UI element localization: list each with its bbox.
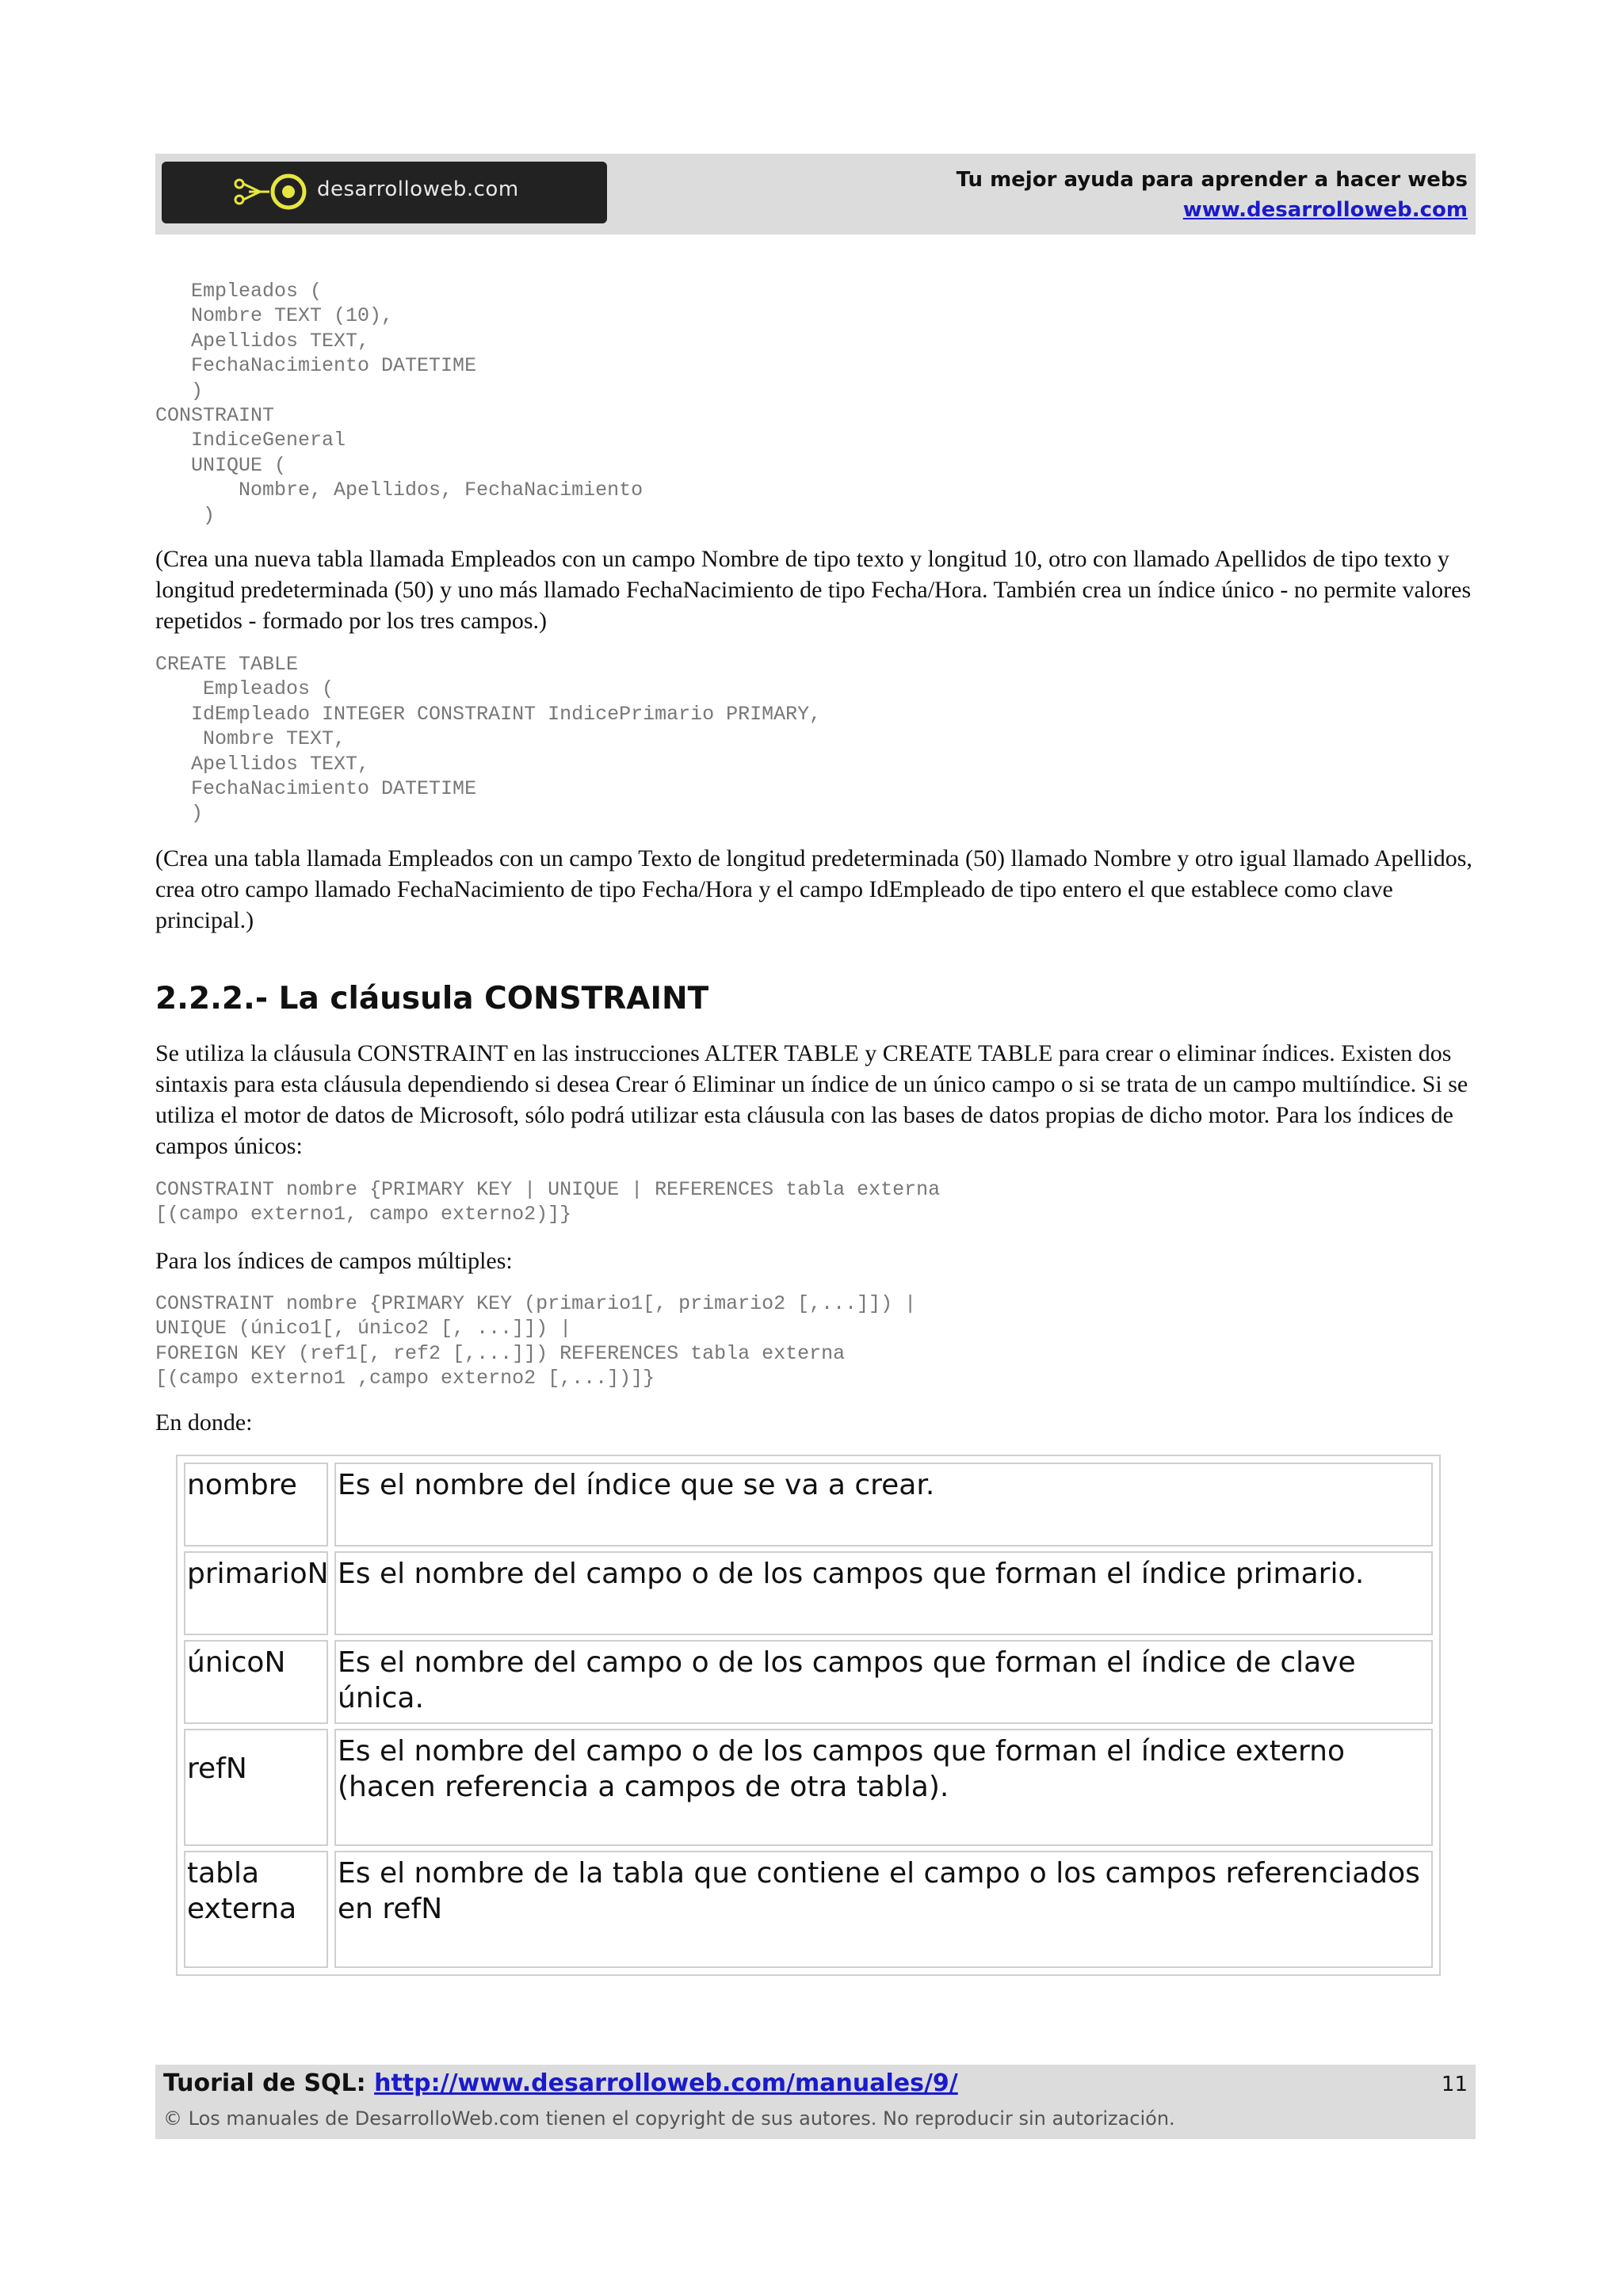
- footer-title-prefix: Tuorial de SQL:: [163, 2069, 375, 2097]
- page-number: 11: [1441, 2073, 1468, 2096]
- desc-cell: Es el nombre del índice que se va a crear.: [334, 1463, 1433, 1547]
- site-link[interactable]: www.desarrolloweb.com: [1182, 198, 1468, 222]
- footer-copyright: © Los manuales de DesarrolloWeb.com tienen el copyright de sus autores. No reproducir sin autorización.: [163, 2107, 1175, 2130]
- logo-mark-icon: [233, 173, 312, 212]
- paragraph-explanation-1: (Crea una nueva tabla llamada Empleados con un campo Nombre de tipo texto y longitud 10, otro con llamado Apellidos de tipo texto y longitud predeterminada (50) y uno más llamado FechaNacimiento de tipo Fecha/Hora. También crea un índice único - no permite valores repetidos - formado por los tres campos.): [155, 546, 1472, 634]
- tagline-text: Tu mejor ayuda para aprender a hacer webs: [956, 168, 1468, 192]
- paragraph-explanation-2: (Crea una tabla llamada Empleados con un campo Texto de longitud predeterminada (50) llamado Nombre y otro igual llamado Apellidos, crea otro campo llamado FechaNacimiento de tipo Fecha/Hora y el campo IdEmpleado de tipo entero el que establece como clave principal.): [155, 845, 1472, 933]
- code-block-create-table: CREATE TABLE Empleados ( IdEmpleado INTEGER CONSTRAINT IndicePrimario PRIMARY, Nombre TEXT, Apellidos TEXT, FechaNacimiento DATETIME ): [155, 653, 822, 826]
- site-logo[interactable]: [162, 162, 607, 223]
- footer-title: [163, 2069, 958, 2097]
- page-footer: [155, 2065, 1476, 2139]
- paragraph-multiple: Para los índices de campos múltiples:: [155, 1248, 513, 1274]
- desc-cell: Es el nombre de la tabla que contiene el campo o los campos referenciados en refN: [334, 1851, 1433, 1968]
- term-cell: tabla externa: [184, 1851, 328, 1968]
- term-cell: refN: [184, 1729, 328, 1846]
- paragraph-intro: Se utiliza la cláusula CONSTRAINT en las instrucciones ALTER TABLE y CREATE TABLE para crear o eliminar índices. Existen dos sintaxis para esta cláusula dependiendo si desea Crear ó Eliminar un índice de un único campo o si se trata de un campo multiíndice. Si se utiliza el motor de datos de Microsoft, sólo podrá utilizar esta cláusula con las bases de datos propias de dicho motor. Para los índices de campos únicos:: [155, 1040, 1468, 1159]
- code-block-syntax-single: CONSTRAINT nombre {PRIMARY KEY | UNIQUE | REFERENCES tabla externa [(campo externo1, campo externo2)]}: [155, 1178, 941, 1226]
- term-cell: nombre: [184, 1463, 328, 1547]
- code-block-create-index: Empleados ( Nombre TEXT (10), Apellidos TEXT, FechaNacimiento DATETIME ) CONSTRAINT IndiceGeneral UNIQUE ( Nombre, Apellidos, FechaNacimiento ): [155, 280, 643, 527]
- desc-cell: Es el nombre del campo o de los campos que forman el índice primario.: [334, 1551, 1433, 1635]
- header-tagline: [957, 165, 1468, 225]
- term-cell: únicoN: [184, 1640, 328, 1724]
- definitions-table: [176, 1455, 1441, 1976]
- desc-cell: Es el nombre del campo o de los campos que forman el índice externo (hacen referencia a campos de otra tabla).: [334, 1729, 1433, 1846]
- term-cell: primarioN: [184, 1551, 328, 1635]
- page-header: [155, 154, 1476, 235]
- footer-manual-link[interactable]: http://www.desarrolloweb.com/manuales/9/: [374, 2069, 958, 2097]
- code-block-syntax-multiple: CONSTRAINT nombre {PRIMARY KEY (primario1[, primario2 [,...]]) | UNIQUE (único1[, único2 [, ...]]) | FOREIGN KEY (ref1[, ref2 [,...]]) REFERENCES tabla externa [(campo externo1 ,campo externo2 [,...])]}: [155, 1292, 917, 1390]
- paragraph-where: En donde:: [155, 1409, 253, 1436]
- desc-cell: Es el nombre del campo o de los campos que forman el índice de clave única.: [334, 1640, 1433, 1724]
- logo-text: desarrolloweb.com: [317, 177, 519, 201]
- section-heading: 2.2.2.- La cláusula CONSTRAINT: [155, 981, 709, 1016]
